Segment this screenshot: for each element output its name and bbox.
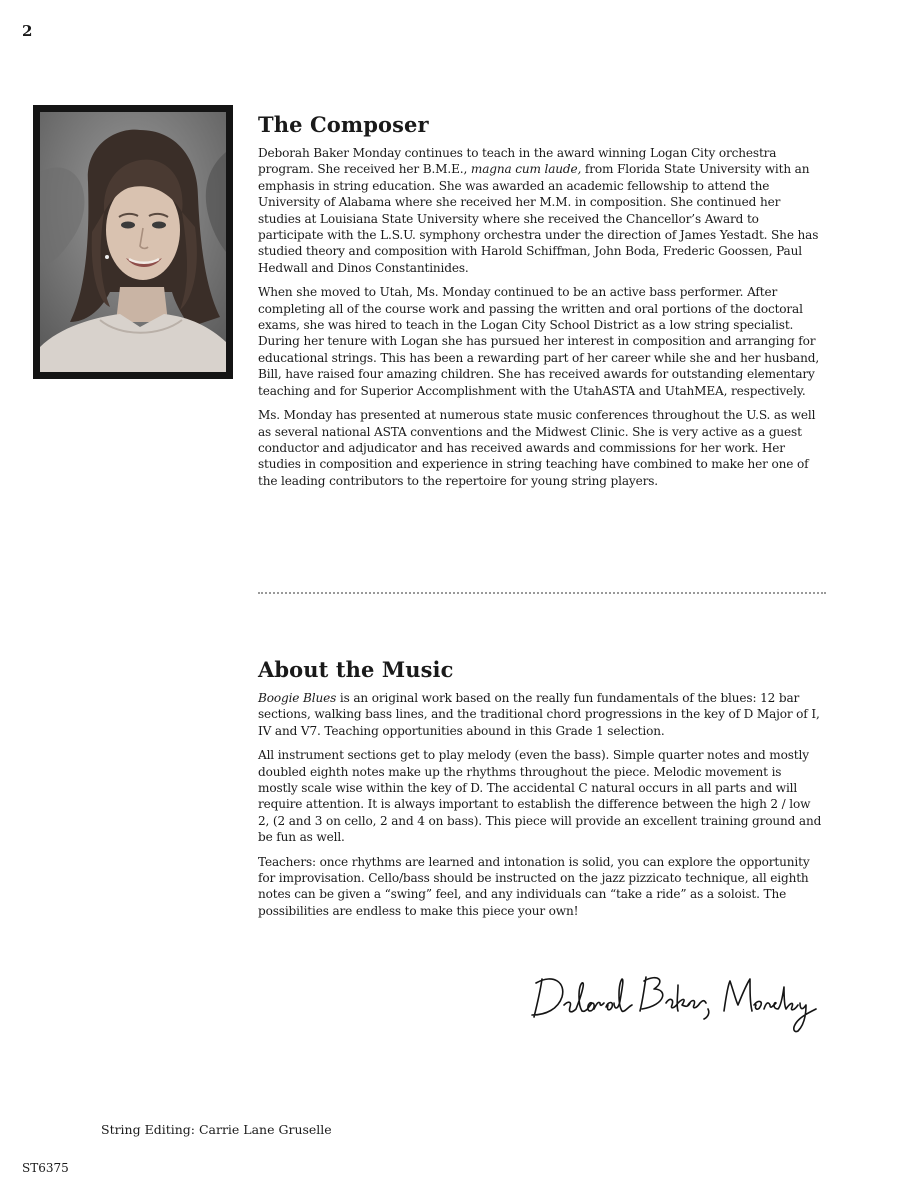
music-paragraph-2: All instrument sections get to play melody (even the bass). Simple quarter notes and mostly doubled eighth notes make up the rhythms throughout the piece. Melodic movement is mostly scale wise within the key of D. The accidental C natural occurs in all parts and will require attention. It is always important to establish the difference between the high 2 / low 2, (2 and 3 on cello, 2 and 4 on bass). This piece will provide an excellent training ground and be fun as well. (258, 748, 822, 845)
music-heading: About the Music (258, 657, 454, 682)
music-paragraph-3: Teachers: once rhythms are learned and intonation is solid, you can explore the opportunity for improvisation. Cello/bass should be instructed on the jazz pizzicato technique, all eighth notes can be given a “swing” feel, and any individuals can “take a ride” as a soloist. The possibilities are endless to make this piece your own! (258, 854, 810, 918)
latin-honor-text: magna cum laude, (470, 162, 582, 177)
signature-image (528, 965, 818, 1045)
composer-paragraph-3: Ms. Monday has presented at numerous state music conferences throughout the U.S. as well as several national ASTA conventions and the Midwest Clinic. She is very active as a guest conductor and adjudicator and has received awards and commissions for her work. Her studies in composition and experience in string teaching have combined to make her one of the leading contributors to the repertoire for young string players. (258, 408, 816, 488)
paragraph-text: from Florida State University with an emphasis in string education. She was awarded an academic fellowship to attend the University of Alabama where she received her M.M. in composition. She continued her studies at Louisiana State University where she received the Chancellor’s Award to participate with the L.S.U. symphony orchestra under the direction of James Yestadt. She has studied theory and composition with Harold Schiffman, John Boda, Frederic Goossen, Paul Hedwall and Dinos Constantinides. (258, 162, 819, 275)
composer-signature (528, 965, 818, 1045)
page-number: 2 (22, 22, 33, 40)
portrait-image (40, 112, 226, 372)
composer-heading: The Composer (258, 112, 429, 137)
composer-photo (33, 105, 233, 379)
catalog-code: ST6375 (22, 1161, 69, 1175)
paragraph-text: is an original work based on the really fun fundamentals of the blues: 12 bar sections, walking bass lines, and the traditional chord progressions in the key of D Major of I, IV and V7. Teaching opportunities abound in this Grade 1 selection. (258, 691, 820, 738)
composer-section (258, 112, 824, 497)
piece-title: Boogie Blues (258, 691, 337, 705)
composer-paragraph-1 (258, 145, 824, 276)
dotted-divider (258, 592, 826, 594)
music-section (258, 657, 824, 927)
composer-paragraph-2: When she moved to Utah, Ms. Monday continued to be an active bass performer. After completing all of the course work and passing the written and oral portions of the doctoral exams, she was hired to teach in the Logan City School District as a low string specialist. During her tenure with Logan she has pursued her interest in composition and arranging for educational strings. This has been a rewarding part of her career while she and her husband, Bill, have raised four amazing children. She has received awards for outstanding elementary teaching and for Superior Accomplishment with the UtahASTA and UtahMEA, respectively. (258, 285, 820, 398)
music-paragraph-1 (258, 690, 824, 739)
paragraph-text: Deborah Baker Monday continues to teach in the award winning Logan City orchestra program. She received her B.M.E., (258, 146, 777, 177)
credits: String Editing: Carrie Lane Gruselle (101, 1122, 332, 1137)
